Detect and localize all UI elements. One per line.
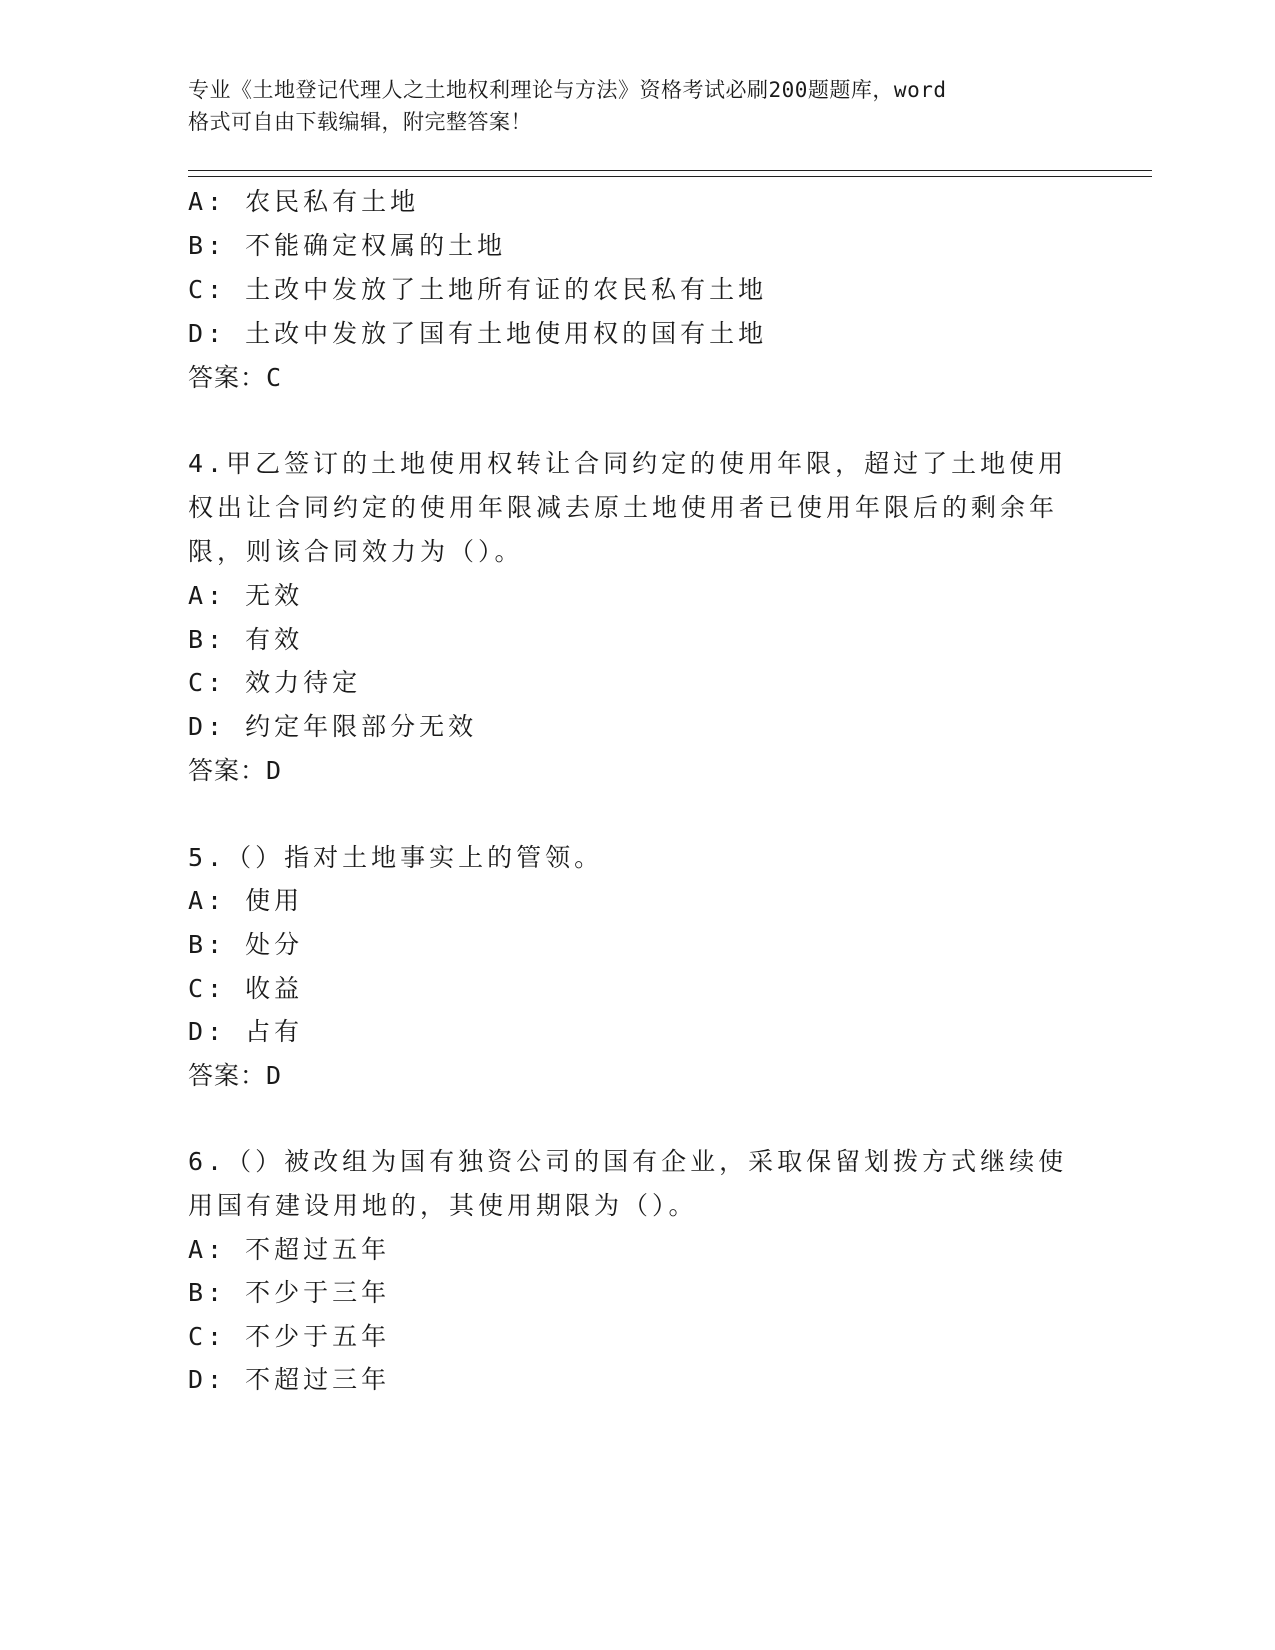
q6-stem-line-1: 6.（）被改组为国有独资公司的国有企业，采取保留划拨方式继续使 [188,1147,1068,1176]
q4-option-c: C: 效力待定 [188,668,362,697]
header-line-1: 专业《土地登记代理人之土地权利理论与方法》资格考试必刷200题题库，word [188,78,947,102]
q5-answer: 答案：D [188,1061,283,1090]
header-rule-top [188,170,1152,171]
q4-option-b: B: 有效 [188,625,304,654]
q4-stem-line-1: 4.甲乙签订的土地使用权转让合同约定的使用年限，超过了土地使用 [188,449,1068,478]
q6-option-b: B: 不少于三年 [188,1278,391,1307]
q4-stem-line-2: 权出让合同约定的使用年限减去原土地使用者已使用年限后的剩余年 [188,493,1059,522]
q6-option-c: C: 不少于五年 [188,1322,391,1351]
q3-option-b: B: 不能确定权属的土地 [188,231,507,260]
q6-option-a: A: 不超过五年 [188,1235,391,1264]
q5-option-b: B: 处分 [188,930,304,959]
header-rule-bottom [188,176,1152,177]
document-header [188,74,1068,138]
q6-option-d: D: 不超过三年 [188,1365,391,1394]
q4-answer: 答案：D [188,756,283,785]
q5-option-c: C: 收益 [188,974,304,1003]
q4-stem-line-3: 限，则该合同效力为（）。 [188,537,524,566]
q3-answer: 答案：C [188,363,283,392]
q4-option-d: D: 约定年限部分无效 [188,712,478,741]
q3-option-d: D: 土改中发放了国有土地使用权的国有土地 [188,319,768,348]
q5-stem-line-1: 5.（）指对土地事实上的管领。 [188,843,604,872]
q5-option-d: D: 占有 [188,1017,304,1046]
q3-option-c: C: 土改中发放了土地所有证的农民私有土地 [188,275,768,304]
q5-option-a: A: 使用 [188,886,304,915]
q6-stem-line-2: 用国有建设用地的，其使用期限为（）。 [188,1191,698,1220]
header-line-2: 格式可自由下载编辑，附完整答案！ [188,110,532,134]
q3-option-a: A: 农民私有土地 [188,187,420,216]
q4-option-a: A: 无效 [188,581,304,610]
